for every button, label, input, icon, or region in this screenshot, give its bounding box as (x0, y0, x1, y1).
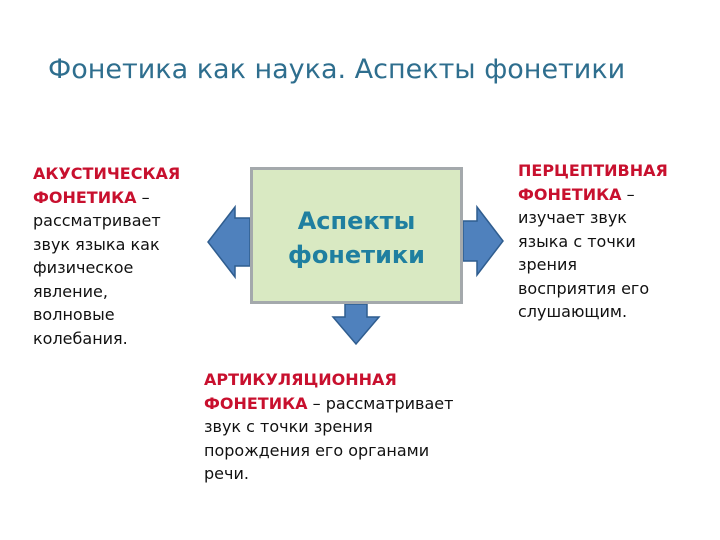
articulatory-heading-term: ФОНЕТИКА (204, 393, 308, 413)
perceptive-text-line: восприятия его (518, 278, 650, 298)
perceptive-text-line: зрения (518, 255, 577, 274)
acoustic-text-line: явление, (33, 281, 108, 301)
aspects-label (250, 204, 463, 272)
articulatory-heading-line2 (204, 392, 453, 416)
slide-title: Фонетика как наука. Аспекты фонетики (48, 54, 626, 85)
acoustic-text-line: физическое (33, 258, 134, 277)
perceptive-dash: – (621, 184, 635, 204)
articulatory-text-line: звук с точки зрения (204, 417, 373, 436)
acoustic-dash: – (136, 187, 150, 207)
aspects-label-line2: фонетики (288, 241, 425, 269)
acoustic-text-line: колебания. (33, 328, 128, 348)
right-arrow-icon (463, 207, 503, 275)
articulatory-text-line: порождения его органами (204, 440, 430, 460)
acoustic-phonetics-block (33, 162, 180, 350)
articulatory-text-line: речи. (204, 464, 249, 483)
articulatory-dash: – рассматривает (307, 393, 454, 413)
acoustic-heading-term: ФОНЕТИКА (33, 187, 137, 207)
perceptive-text-line: слушающим. (518, 302, 628, 321)
acoustic-heading-line2 (33, 186, 180, 210)
articulatory-heading-line1: АРТИКУЛЯЦИОННАЯ (204, 370, 397, 389)
acoustic-text-line: волновые (33, 305, 115, 324)
perceptive-heading-line2 (518, 183, 668, 207)
perceptive-text-line: языка с точки (518, 231, 636, 251)
aspects-label-line1: Аспекты (297, 207, 416, 235)
acoustic-text-line: звук языка как (33, 234, 160, 254)
perceptive-phonetics-block (518, 159, 668, 324)
acoustic-text-line: рассматривает (33, 211, 161, 230)
perceptive-text-line: изучает звук (518, 208, 627, 227)
perceptive-heading-line1: ПЕРЦЕПТИВНАЯ (518, 161, 668, 180)
left-arrow-icon (208, 207, 250, 277)
down-arrow-icon (333, 304, 379, 344)
perceptive-heading-term: ФОНЕТИКА (518, 184, 622, 204)
articulatory-phonetics-block (204, 368, 453, 486)
acoustic-heading-line1: АКУСТИЧЕСКАЯ (33, 164, 181, 183)
